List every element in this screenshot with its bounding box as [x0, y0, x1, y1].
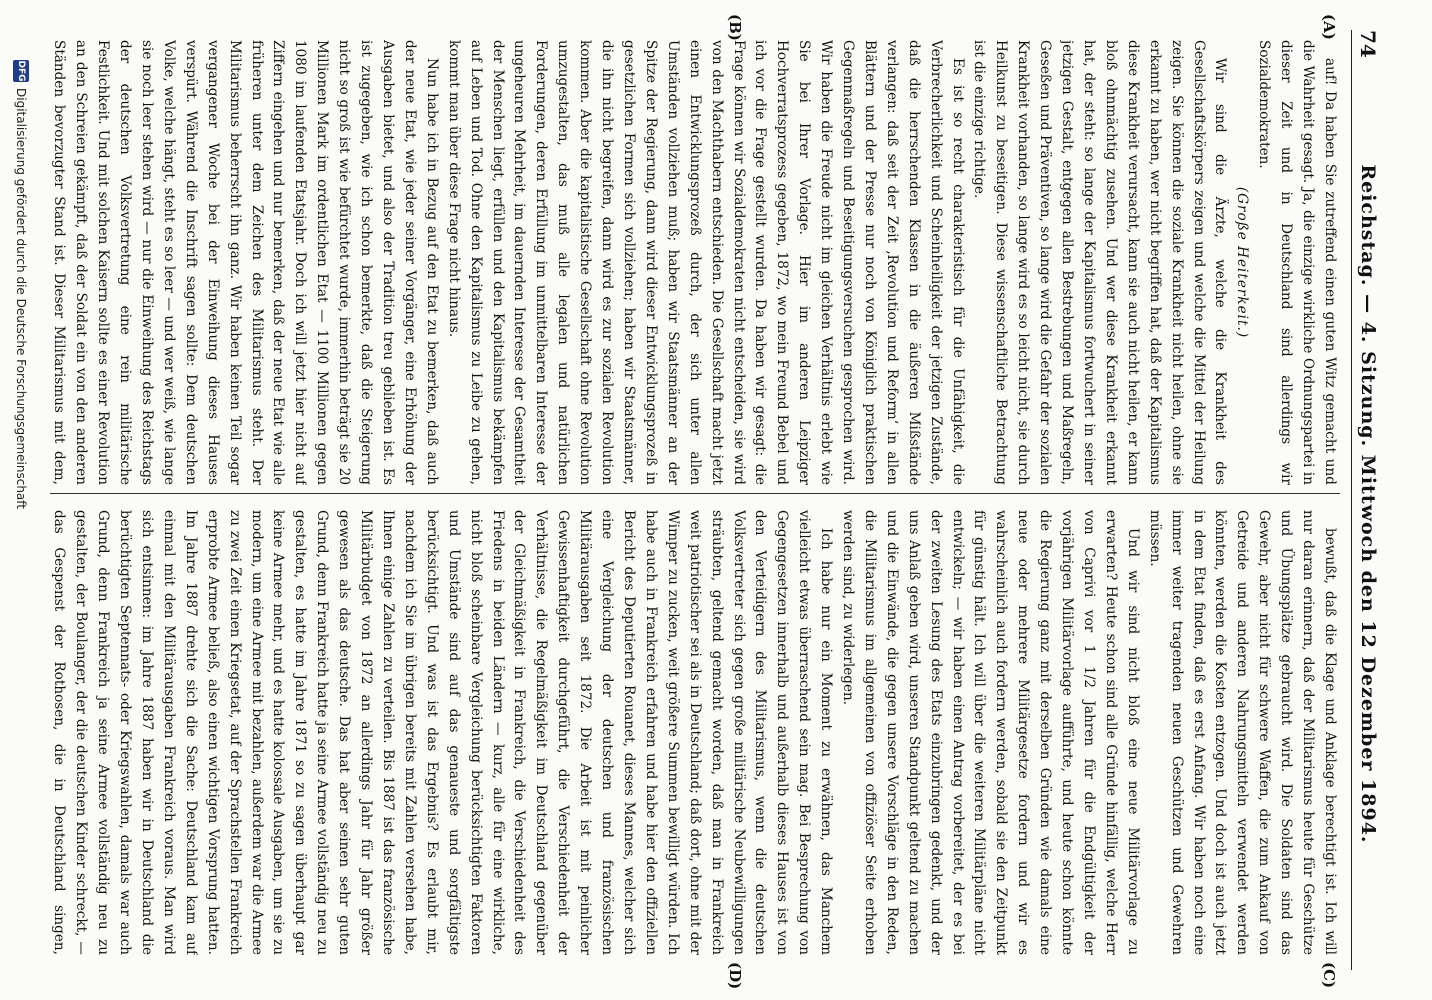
page-header [1351, 30, 1384, 970]
page-title: Reichstag. — 4. Sitzung. Mittwoch den 12 Dezember 1894. [1357, 164, 1379, 844]
paragraph-interjection: (Große Heiterkeit.) [1234, 186, 1251, 339]
paragraph: Nun habe ich in Bezug auf den Etat zu bemerken, daß auch der neue Etat, wie jeder seiner Vorgänger, eine Erhöhung der Ausgaben bietet, und also der Tradition treu geblieben ist. Es ist zugegeben, wie ich schon bemerkte, daß die Steigerung nicht so groß ist wie befürchtet wurde, immerhin beträgt sie 20 Millionen Mark im ordentlichen Etat — 1100 Millionen gegen 1080 im laufenden Etatsjahr. Doch ich will jetzt hier nicht auf Ziffern eingehen und nur bemerken, daß der neue Etat wie alle früheren unter dem Zeichen des Militarismus steht. Der Militarismus beherrscht ihn ganz. Wir haben keinen Teil sogar vergangener Woche bei der Einweihung dieses Hauses verspürt. Während die Inschrift sagen sollte: Dem deutschen Volke, welche hängt, steht es so leer — und wer weiß, wie lange sie noch leer stehen wird — nur die Einweihung des Reichstags der deutschen Volksvertretung eine rein militärische Festlichkeit. Und mit solchen Kaisern sollte es einer Revolution an den Schreien gekämpft, daß der Soldat ein von den anderen Ständen bevorzugter Stand ist. Dieser Militarismus mit dem, [51, 40, 440, 485]
margin-marker-b: (B) [726, 14, 744, 41]
paragraph: bewußt, daß die Klage und Anklage berechtigt ist. Ich will nur daran erinnern, daß der Militarismus heute für Geschütze und Übungsplätze gebraucht wird. Die Soldaten sind das Gewehr, aber nicht für schwere Waffen, die zum Ankauf von Getreide und anderen Nahrungsmitteln verwendet werden könnten, werden die Kosten entzogen. Und doch ist auch jetzt in dem Etat finden, daß es erst Anfang. Wir haben noch eine immer weiter tragenden neuen Geschützen und Gewehren müssen. [1146, 510, 1338, 955]
margin-marker-d: (D) [726, 962, 744, 990]
paragraph: Wir sind die Ärzte, welche die Krankheit des Gesellschaftskörpers zeigen und welche die Mittel der Heilung zeigen. Sie können die soziale Krankheit nicht heilen, ohne sie erkannt zu haben, wer nicht begriffen hat, daß der Kapitalismus diese Krankheit verursacht, kann sie auch nicht heilen, er kann bloß ohnmächtig zusehen. Und wer diese Krankheit erkannt hat, der steht: so lange der Kapitalismus fortwuchert in seiner jetzigen Gestalt, entgegen allen Bestrebungen und Maßregeln, Geseßen und Präventiven, so lange wird die Gefahr der sozialen Krankheit vorhanden, so lange wird es so leicht nicht, sie durch Heilkunst zu beseitigen. Diese wissenschaftliche Betrachtung ist die einzige richtige. [971, 40, 1229, 485]
digitization-footer [10, 60, 32, 940]
left-text-column [50, 40, 1340, 485]
margin-marker-a: (A) [1320, 14, 1338, 40]
dfg-logo-icon: DFG [13, 60, 29, 82]
page-number: 74 [1356, 30, 1380, 58]
margin-marker-c: (C) [1320, 962, 1338, 989]
column-divider [50, 493, 1340, 494]
right-text-column [50, 510, 1340, 955]
paragraph: Und wir sind nicht bloß eine neue Militärvorlage zu erwarten? Heute schon sind alle Gründe hinfällig, welche Herr von Caprivi vor 1 1/2 Jahren für die Endgültigkeit der vorjährigen Militärvorlage aufführte, und heute schon könnte die Regierung ganz mit derselben Gründen wie damals eine neue oder mehrere Militärgesetze fordern und wir es wahrscheinlich auch fordern werden, sobald sie den Zeitpunkt für günstig hält. Ich will über die weiteren Militärpläne nicht entwickeln; — wir haben einen Antrag vorbereitet, der es bei der zweiten Lesung des Etats einzubringen gedenkt, und der uns Anlaß geben wird, unseren Standpunkt geltend zu machen und die Einwände, die gegen unsere Vorschläge in den Reden, die Militarismus im allgemeinen von offiziöser Seite erhoben werden sind, zu widerlegen. [840, 510, 1141, 955]
paragraph: auf! Da haben Sie zutreffend einen guten Witz gemacht und die Wahrheit gesagt. Ja, die einzige wirkliche Ordnungspartei in dieser Zeit und in Deutschland sind allerdings wir Sozialdemokraten. [1256, 40, 1338, 485]
paragraph: Es ist so recht charakteristisch für die Unfähigkeit, die Verbrecherlichkeit und Scheinheiligkeit der jetzigen Zustände, daß die herrschenden Klassen in die äußeren Mißstände verlangen: daß seit der Zeit ‚Revolution und Reform‘ in allen Blättern und der Presse nur noch von Königlich praktischen Gegenmaßregeln und Beseitigungsversuchen gesprochen wird. Wir haben die Freude nicht im gleichen Verhältnis erlebt wie Sie bei Ihrer Vorlage. Hier im anderen Leipziger Hochverratsprozess gegeben, 1872, wo mein Freund Bebel und ich vor die Frage gestellt wurden. Da haben wir gesagt: die Frage können wir Sozialdemokraten nicht entscheiden, sie wird von den Machthabern entschieden. Die Gesellschaft macht jetzt einen Entwicklungsprozeß durch, der sich unter allen Umständen vollziehen muß; haben wir Staatsmänner an der Spitze der Regierung, dann wird dieser Entwicklungsprozeß in gesetzlichen Formen sich vollziehen; haben wir Staatsmänner, die ihn nicht begreifen, dann wird es zur sozialen Revolution kommen. Aber die kapitalistische Gesellschaft ohne Revolution umzugestalten, das muß alle legalen und natürlichen Forderungen, deren Erfüllung im unmittelbaren Interesse der ungeheuren Mehrheit, im dauernden Interesse der Gesamtheit der Menschen liegt, erfüllen und den Kapitalismus bekämpfen auf Leben und Tod. Ohne den Kapitalismus zu Leibe zu gehen, kommt man über diese Frage nicht hinaus. [445, 40, 966, 485]
paragraph: Ich habe nur ein Moment zu erwähnen, das Manchem vielleicht etwas überraschend sein mag. Bei Besprechung von Gegengesetzen innerhalb und außerhalb dieses Hauses ist von den Verteidigern des Militarismus, wenn die deutschen Volksvertreter sich gegen große militärische Neubewilligungen sträubten, geltend gemacht worden, daß man in Frankreich weit patriotischer sei als in Deutschland; daß dort, ohne mit der Wimper zu zucken, weit größere Summen bewilligt würden. Ich habe auch in Frankreich erfahren und habe hier den offiziellen Bericht des Deputierten Rouanet, dieses Mannes, welcher sich eine Vergleichung der deutschen und französischen Militärausgaben seit 1872. Die Arbeit ist mit peinlicher Gewissenhaftigkeit durchgeführt, die Verschiedenheit der Verhältnisse, die Regelmäßigkeit im Deutschland gegenüber der Gleichmäßigkeit in Frankreich, die Verschiedenheit des Friedens in beiden Ländern — kurz, alle für eine wirkliche, nicht bloß scheinbare Vergleichung berücksichtigten Faktoren und Umstände sind auf das genaueste und sorgfältigste berücksichtigt. Und was ist das Ergebnis? Es erlaubt mir, nachdem ich Sie im übrigen bereits mit Zahlen versehen habe, Ihnen einige Zahlen zu verteilen. Bis 1887 ist das französische Militärbudget von 1872 an allerdings Jahr für Jahr größer gewesen als das deutsche. Das hat aber seinen sehr guten Grund, denn Frankreich hatte ja seine Armee vollständig neu zu gestalten, es hatte im Jahre 1871 so zu sagen überhaupt gar keine Armee mehr, und es hatte kolossale Ausgaben, um sie zu modern, um eine Armee mit bezahlen, außerdem war die Armee zu zwei Zeit einen Kriegsetat, auf der Sprachstellen Frankreich erprobte Armee beließ, also einen wichtigen Vorsprung hatten. Im Jahre 1887 drehte sich die Sache: Deutschland kam auf einmal mit den Militärausgaben Frankreich voraus. Man wird sich entsinnen: im Jahre 1887 haben wir in Deutschland die berüchtigten Septennats- oder Kriegswahlen, damals war auch Grund, denn Frankreich ja seine Armee vollständig neu zu gestalten, der Boulanger, der die deutschen Kinder schreckt, — das Gespenst der Rothosen, die in Deutschland singen, [51, 510, 835, 955]
footer-text: Digitalisierung gefördert durch die Deutsche Forschungsgemeinschaft [14, 88, 28, 510]
